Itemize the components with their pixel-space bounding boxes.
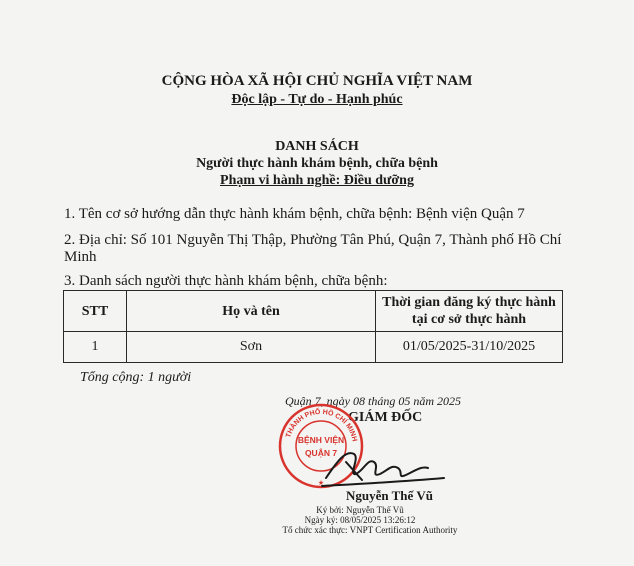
doc-subtitle: Người thực hành khám bệnh, chữa bệnh: [196, 156, 438, 171]
doc-title: DANH SÁCH: [275, 139, 359, 154]
svg-text:BỆNH VIỆN: BỆNH VIỆN: [297, 435, 345, 445]
table-header-row: [64, 291, 563, 332]
country-header: CỘNG HÒA XÃ HỘI CHỦ NGHĨA VIỆT NAM: [161, 73, 473, 89]
handwritten-signature: [318, 440, 448, 495]
digital-sign-date: Ngày ký: 08/05/2025 13:26:12: [304, 515, 416, 525]
address-line-1: 2. Địa chỉ: Số 101 Nguyễn Thị Thập, Phường Tân Phú, Quận 7, Thành phố Hồ Chí: [64, 232, 562, 248]
motto: Độc lập - Tự do - Hạnh phúc: [231, 92, 403, 107]
header-period-line1: Thời gian đăng ký thực hành: [382, 295, 556, 310]
svg-text:THÀNH PHỐ HỒ CHÍ MINH: THÀNH PHỐ HỒ CHÍ MINH: [285, 408, 358, 443]
svg-text:★: ★: [317, 480, 325, 487]
header-name: Họ và tên: [127, 291, 376, 332]
digital-signer: Ký bởi: Nguyễn Thế Vũ: [316, 505, 404, 515]
header-stt: STT: [64, 291, 127, 332]
signature-date: Quận 7, ngày 08 tháng 05 năm 2025: [285, 394, 461, 408]
header-period-line2: tại cơ sở thực hành: [411, 312, 527, 327]
svg-text:QUẬN 7: QUẬN 7: [304, 448, 338, 458]
certification-authority: Tổ chức xác thực: VNPT Certification Authority: [282, 525, 458, 535]
signature-role: GIÁM ĐỐC: [348, 410, 423, 425]
header-period: [376, 291, 563, 332]
address-line-2: Minh: [64, 249, 97, 265]
facility-line: 1. Tên cơ sở hướng dẫn thực hành khám bệnh, chữa bệnh: Bệnh viện Quận 7: [64, 206, 525, 222]
cell-period: 01/05/2025-31/10/2025: [376, 332, 563, 363]
cell-stt: 1: [64, 332, 127, 363]
table-row: [64, 332, 563, 363]
list-label: 3. Danh sách người thực hành khám bệnh, chữa bệnh:: [64, 273, 388, 289]
total-line: Tổng cộng: 1 người: [80, 370, 192, 385]
cell-name: Sơn: [127, 332, 376, 363]
practitioner-table: [63, 290, 563, 363]
director-name: Nguyễn Thế Vũ: [346, 488, 433, 503]
practice-scope: Phạm vi hành nghề: Điều dưỡng: [220, 173, 414, 188]
